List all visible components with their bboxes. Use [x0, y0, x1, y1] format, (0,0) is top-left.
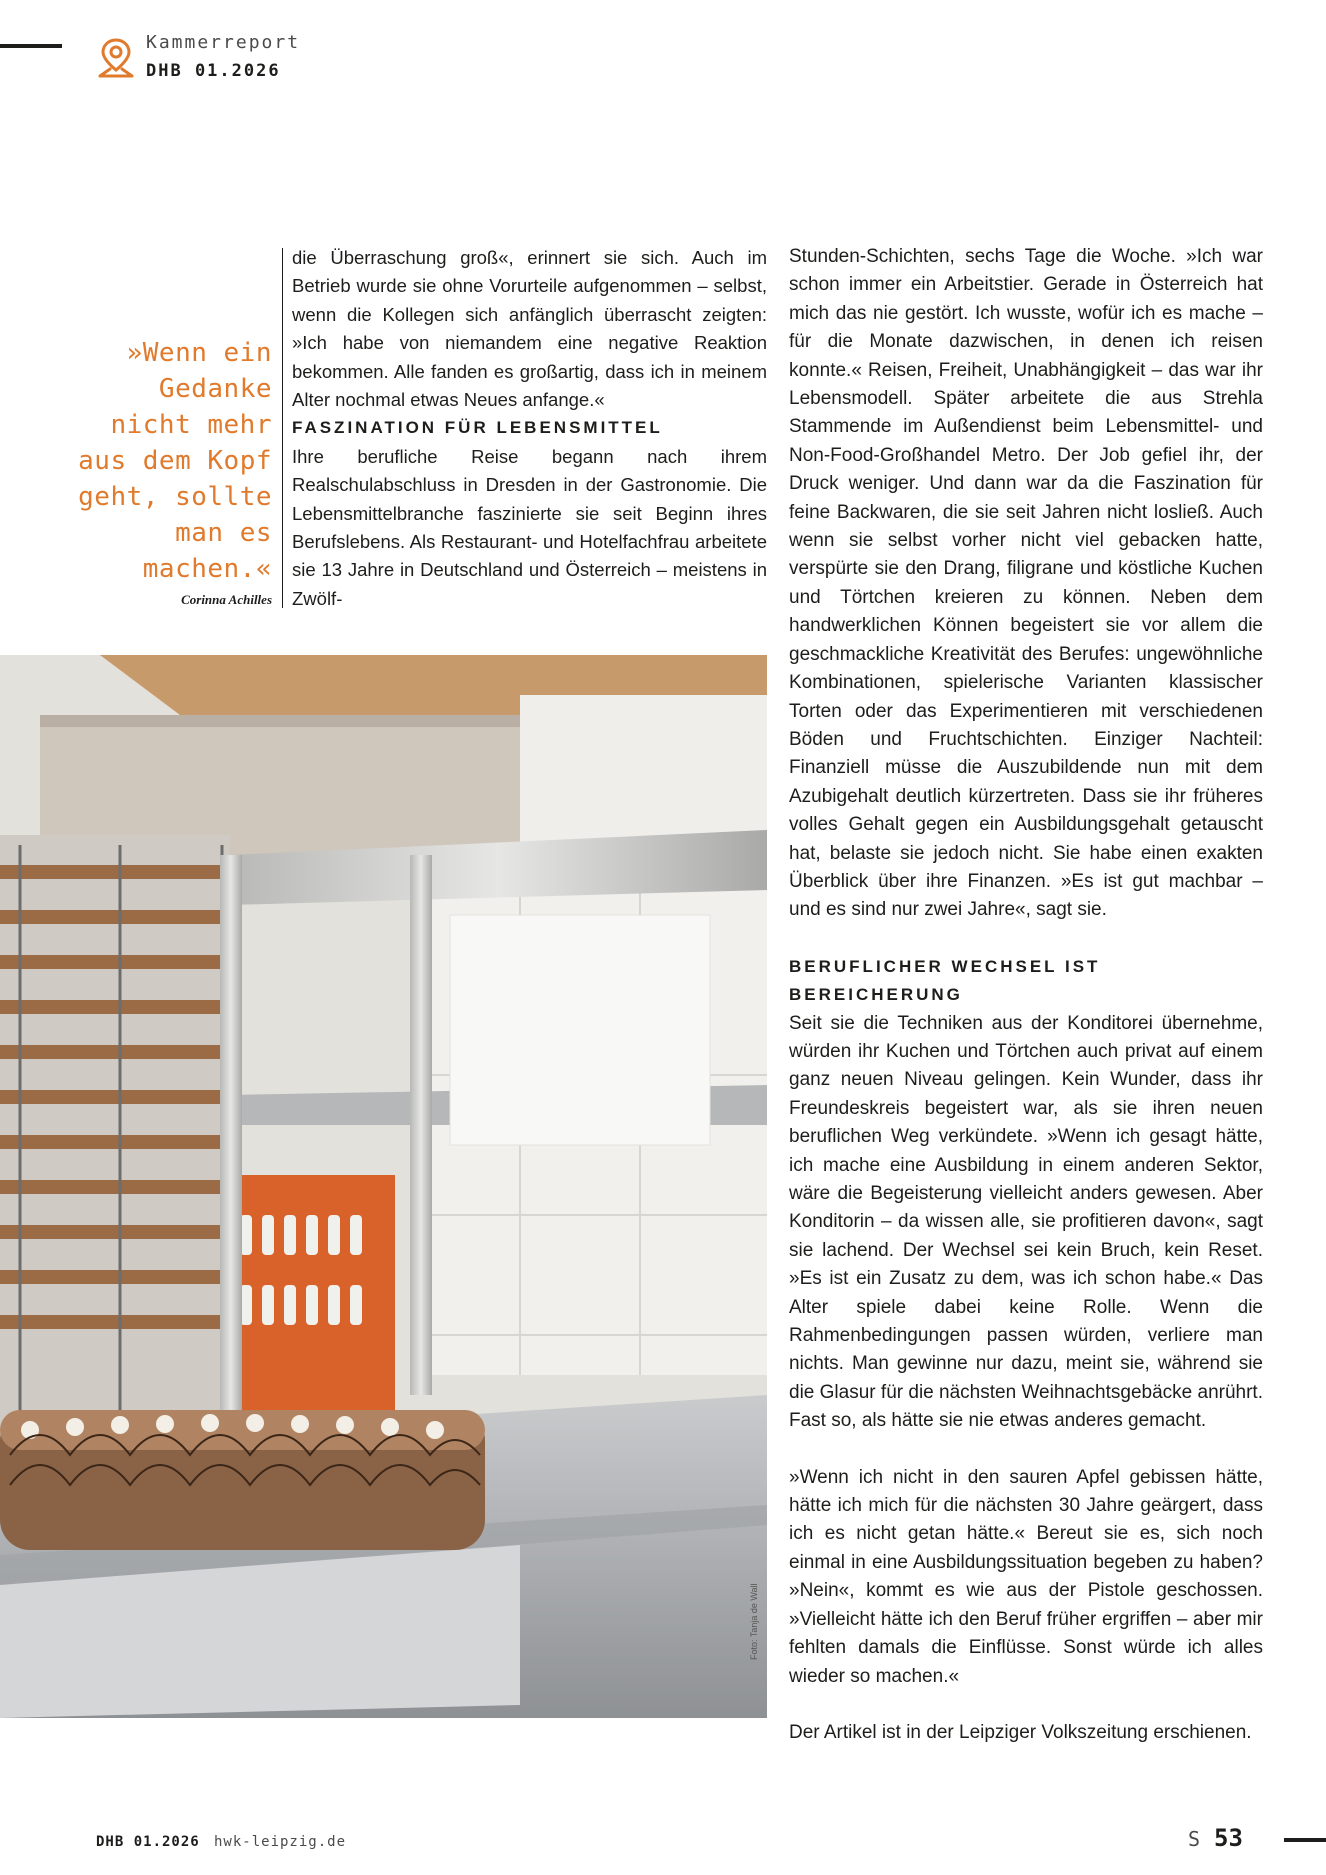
pull-quote-author: Corinna Achilles	[181, 592, 272, 607]
subheading-faszination: FASZINATION FÜR LEBENSMITTEL	[292, 418, 663, 438]
footer-issue: DHB 01.2026	[96, 1834, 200, 1850]
location-pin-icon	[96, 36, 136, 80]
page-prefix: S	[1188, 1827, 1201, 1851]
pull-quote: »Wenn ein Gedanke nicht mehr aus dem Kopf geht, sollte man es machen.«	[78, 338, 272, 584]
paragraph-gap	[789, 1436, 1263, 1464]
column-1-body: Ihre berufliche Reise begann nach ihrem Realschulabschluss in Dresden in der Gastronomie. Die Lebensmittelbranche faszinierte sie seit Beginn ihres Berufslebens. Als Restaurant- und Hotelfachfrau arbeitete sie 13 Jahre in Deutschland und Österreich – meistens in Zwölf-	[292, 445, 767, 609]
column-2-paragraph-3: »Wenn ich nicht in den sauren Apfel gebissen hätte, hätte ich mich für die nächsten 30 Jahre geärgert, dass ich es nicht getan hätte.« Bereut sie es, sich noch einmal in eine Ausbildungssituation begeben zu haben? »Nein«, kommt es wie aus der Pistole geschossen. »Vielleicht hätte ich den Beruf früher ergriffen – aber mir fehlten damals die Einflüsse. Sonst würde ich alles wieder so machen.«	[789, 1466, 1263, 1687]
paragraph-gap	[789, 1691, 1263, 1719]
column-2-paragraph-2: Seit sie die Techniken aus der Konditorei übernehme, würden ihr Kuchen und Törtchen auch privat auf einem ganz neuen Niveau gelingen. Kein Wunder, dass ihr Freundeskreis begeistert war, als sie ihren neuen beruflichen Weg verkündete. »Wenn ich gesagt hätte, ich mache eine Ausbildung in einem anderen Sektor, wäre die Begeisterung vielleicht anders gewesen. Aber Konditorin – da wissen alle, sie profitieren davon«, sagt sie lachend. Der Wechsel sei kein Bruch, kein Reset. »Es ist ein Zusatz zu dem, was ich schon habe.« Das Alter spiele dabei keine Rolle. Wenn die Rahmenbedingungen passen würden, verliere man nichts. Man gewinne nur dazu, meint sie, während sie die Glasur für die nächsten Weihnachtsgebäcke anrührt. Fast so, als hätte sie nie etwas anderes gemacht.	[789, 1012, 1263, 1432]
source-note: Der Artikel ist in der Leipziger Volkszeitung erschienen.	[789, 1721, 1252, 1743]
footer-rule	[1284, 1838, 1326, 1842]
column-1-intro: die Überraschung groß«, erinnert sie sich. Auch im Betrieb wurde sie ohne Vorurteile aufgenommen – selbst, wenn die Kollegen sich anfänglich überrascht zeigten: »Ich habe von niemandem eine negative Reaktion bekommen. Alle fanden es großartig, dass ich in meinem Alter nochmal etwas Neues anfange.«	[292, 247, 767, 411]
article-column-1	[292, 244, 767, 613]
article-column-2	[789, 243, 1263, 1747]
section-title: Kammerreport	[146, 32, 301, 53]
footer-website-link[interactable]: hwk-leipzig.de	[214, 1834, 347, 1850]
pull-quote-divider	[282, 248, 283, 608]
issue-label: DHB 01.2026	[146, 61, 281, 81]
column-2-paragraph-1: Stunden-Schichten, sechs Tage die Woche. »Ich war schon immer ein Arbeitstier. Gerade in Österreich hat mich das nie gestört. Ich wusste, wofür ich es mache – für die Monate dazwischen, in denen ich reisen konnte.« Reisen, Freiheit, Unabhängigkeit – das war ihr Lebensmodell. Später arbeitete die aus Strehla Stammende im Außendienst beim Lebensmittel- und Non-Food-Großhandel Metro. Der Job gefiel ihr, der Druck weniger. Und dann war da die Faszination für feine Backwaren, die sie seit Jahren nicht losließ. Auch wenn sie selbst vorher nicht viel gebacken hatte, verspürte sie den Drang, filigrane und köstliche Kuchen und Törtchen kreieren zu können. Neben dem handwerklichen Können begeistert sie vor allem die geschmackliche Kreativität des Berufes: ungewöhnliche Kombinationen, spielerische Varianten klassischer Torten oder das Experimentieren mit verschiedenen Böden und Fruchtschichten. Einziger Nachteil: Finanziell müsse die Auszubildende nun mit dem Azubigehalt deutlich kürzertreten. Dass sie ihr früheres volles Gehalt gegen ein Ausbildungsgehalt getauscht hat, belaste sie jedoch nicht. Sie habe einen exakten Überblick über ihre Finanzen. »Es ist gut machbar – und es sind nur zwei Jahre«, sagt sie.	[789, 246, 1263, 921]
bakery-photo	[0, 655, 767, 1718]
bakery-photo-illustration	[0, 655, 767, 1718]
photo-credit: Foto: Tanja de Wall	[749, 1583, 759, 1660]
subheading-wechsel: BERUFLICHER WECHSEL IST BEREICHERUNG	[789, 956, 1101, 1005]
header-rule	[0, 44, 62, 48]
page-number: 53	[1214, 1824, 1243, 1852]
